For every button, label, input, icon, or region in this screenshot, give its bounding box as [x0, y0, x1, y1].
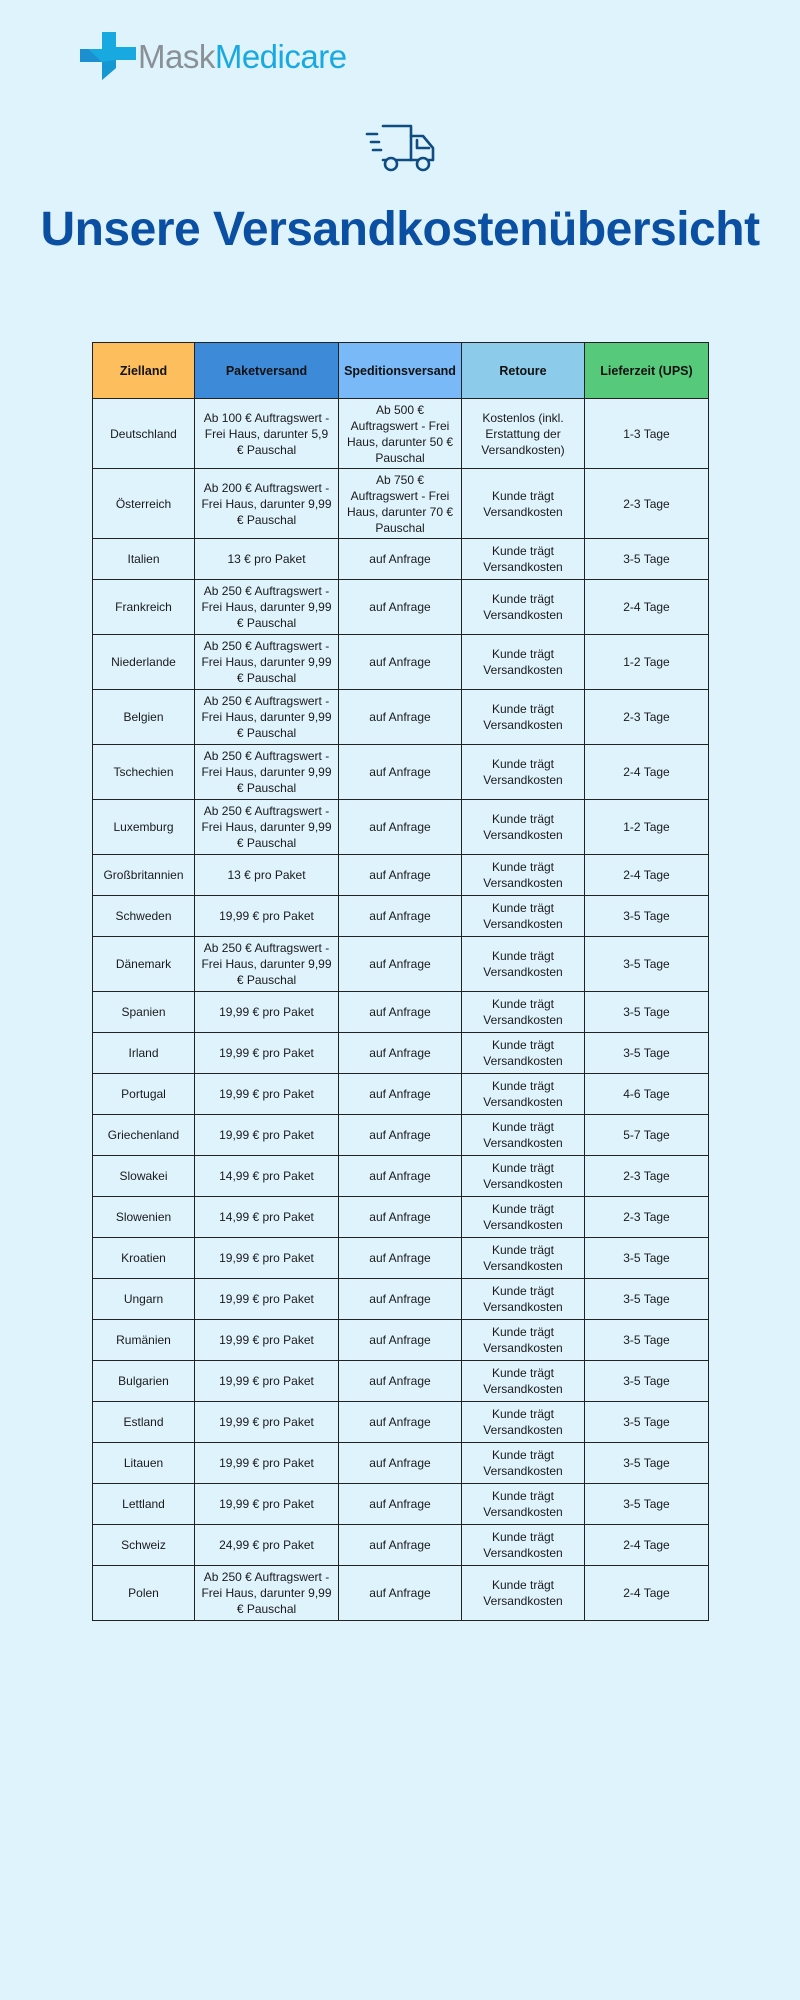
table-cell-package: 14,99 € pro Paket	[195, 1156, 339, 1197]
table-cell-delivery: 2-4 Tage	[585, 855, 709, 896]
table-cell-freight: auf Anfrage	[339, 937, 462, 992]
brand-name	[138, 37, 347, 75]
table-cell-delivery: 3-5 Tage	[585, 937, 709, 992]
table-cell-returns: Kunde trägt Versandkosten	[462, 745, 585, 800]
table-cell-country: Litauen	[93, 1443, 195, 1484]
table-cell-country: Ungarn	[93, 1279, 195, 1320]
table-cell-country: Estland	[93, 1402, 195, 1443]
table-cell-returns: Kunde trägt Versandkosten	[462, 1156, 585, 1197]
table-cell-country: Portugal	[93, 1074, 195, 1115]
table-row	[93, 1115, 709, 1156]
table-cell-package: Ab 250 € Auftragswert - Frei Haus, darunter 9,99 € Pauschal	[195, 580, 339, 635]
table-cell-returns: Kunde trägt Versandkosten	[462, 1279, 585, 1320]
shipping-cost-table	[92, 342, 709, 1621]
table-cell-freight: auf Anfrage	[339, 800, 462, 855]
table-cell-freight: auf Anfrage	[339, 1320, 462, 1361]
table-cell-package: 19,99 € pro Paket	[195, 1361, 339, 1402]
header-returns: Retoure	[462, 343, 585, 399]
table-cell-returns: Kunde trägt Versandkosten	[462, 1484, 585, 1525]
table-row	[93, 1402, 709, 1443]
table-cell-returns: Kunde trägt Versandkosten	[462, 1238, 585, 1279]
table-row	[93, 1525, 709, 1566]
table-cell-delivery: 3-5 Tage	[585, 992, 709, 1033]
table-cell-country: Slowenien	[93, 1197, 195, 1238]
table-cell-package: 19,99 € pro Paket	[195, 1402, 339, 1443]
table-cell-freight: auf Anfrage	[339, 896, 462, 937]
table-cell-country: Schweiz	[93, 1525, 195, 1566]
table-cell-country: Rumänien	[93, 1320, 195, 1361]
table-cell-country: Kroatien	[93, 1238, 195, 1279]
table-cell-country: Luxemburg	[93, 800, 195, 855]
table-row	[93, 1238, 709, 1279]
table-cell-returns: Kunde trägt Versandkosten	[462, 1074, 585, 1115]
table-cell-returns: Kunde trägt Versandkosten	[462, 1361, 585, 1402]
header-destination: Zielland	[93, 343, 195, 399]
table-cell-delivery: 3-5 Tage	[585, 1320, 709, 1361]
table-cell-returns: Kunde trägt Versandkosten	[462, 1566, 585, 1621]
table-cell-delivery: 3-5 Tage	[585, 1033, 709, 1074]
table-cell-delivery: 4-6 Tage	[585, 1074, 709, 1115]
table-cell-freight: Ab 750 € Auftragswert - Frei Haus, darunter 70 € Pauschal	[339, 469, 462, 539]
table-cell-country: Italien	[93, 539, 195, 580]
table-row	[93, 1156, 709, 1197]
table-row	[93, 1279, 709, 1320]
table-cell-freight: auf Anfrage	[339, 1033, 462, 1074]
table-cell-returns: Kunde trägt Versandkosten	[462, 937, 585, 992]
table-cell-returns: Kunde trägt Versandkosten	[462, 855, 585, 896]
table-cell-package: 24,99 € pro Paket	[195, 1525, 339, 1566]
table-header-row	[93, 343, 709, 399]
table-cell-package: 19,99 € pro Paket	[195, 1443, 339, 1484]
table-row	[93, 469, 709, 539]
table-cell-package: 13 € pro Paket	[195, 539, 339, 580]
table-cell-country: Schweden	[93, 896, 195, 937]
brand-name-part1: Mask	[138, 37, 215, 75]
table-row	[93, 1443, 709, 1484]
table-cell-package: 19,99 € pro Paket	[195, 1033, 339, 1074]
table-cell-country: Niederlande	[93, 635, 195, 690]
table-row	[93, 1074, 709, 1115]
table-cell-freight: auf Anfrage	[339, 1402, 462, 1443]
table-cell-package: 19,99 € pro Paket	[195, 1115, 339, 1156]
table-cell-freight: auf Anfrage	[339, 855, 462, 896]
table-cell-country: Lettland	[93, 1484, 195, 1525]
table-cell-freight: auf Anfrage	[339, 1279, 462, 1320]
table-row	[93, 399, 709, 469]
table-cell-returns: Kunde trägt Versandkosten	[462, 1320, 585, 1361]
page-title: Unsere Versandkostenübersicht	[40, 203, 760, 256]
table-row	[93, 635, 709, 690]
table-cell-delivery: 2-4 Tage	[585, 1566, 709, 1621]
table-row	[93, 745, 709, 800]
table-row	[93, 855, 709, 896]
table-cell-returns: Kunde trägt Versandkosten	[462, 1197, 585, 1238]
table-cell-package: 19,99 € pro Paket	[195, 1074, 339, 1115]
table-cell-delivery: 2-3 Tage	[585, 469, 709, 539]
table-cell-delivery: 1-2 Tage	[585, 800, 709, 855]
table-cell-country: Irland	[93, 1033, 195, 1074]
table-row	[93, 800, 709, 855]
table-cell-package: Ab 250 € Auftragswert - Frei Haus, darunter 9,99 € Pauschal	[195, 690, 339, 745]
table-cell-returns: Kunde trägt Versandkosten	[462, 1443, 585, 1484]
table-cell-returns: Kunde trägt Versandkosten	[462, 1402, 585, 1443]
table-row	[93, 1320, 709, 1361]
table-cell-returns: Kunde trägt Versandkosten	[462, 635, 585, 690]
table-cell-package: Ab 250 € Auftragswert - Frei Haus, darunter 9,99 € Pauschal	[195, 745, 339, 800]
table-cell-returns: Kunde trägt Versandkosten	[462, 1115, 585, 1156]
brand-logo[interactable]	[80, 32, 347, 80]
table-cell-returns: Kunde trägt Versandkosten	[462, 800, 585, 855]
table-cell-delivery: 3-5 Tage	[585, 1238, 709, 1279]
table-cell-freight: auf Anfrage	[339, 1443, 462, 1484]
table-cell-delivery: 2-4 Tage	[585, 1525, 709, 1566]
table-cell-package: Ab 250 € Auftragswert - Frei Haus, darunter 9,99 € Pauschal	[195, 800, 339, 855]
table-cell-package: 19,99 € pro Paket	[195, 1238, 339, 1279]
table-cell-country: Österreich	[93, 469, 195, 539]
table-cell-delivery: 3-5 Tage	[585, 1402, 709, 1443]
table-cell-package: 19,99 € pro Paket	[195, 1279, 339, 1320]
table-row	[93, 1197, 709, 1238]
table-cell-package: Ab 100 € Auftragswert - Frei Haus, darunter 5,9 € Pauschal	[195, 399, 339, 469]
header-package: Paketversand	[195, 343, 339, 399]
table-cell-package: Ab 200 € Auftragswert - Frei Haus, darunter 9,99 € Pauschal	[195, 469, 339, 539]
table-cell-freight: auf Anfrage	[339, 1525, 462, 1566]
table-row	[93, 580, 709, 635]
table-cell-package: Ab 250 € Auftragswert - Frei Haus, darunter 9,99 € Pauschal	[195, 937, 339, 992]
table-cell-delivery: 3-5 Tage	[585, 896, 709, 937]
table-cell-delivery: 3-5 Tage	[585, 1484, 709, 1525]
medical-cross-logo-icon	[80, 32, 136, 80]
table-row	[93, 690, 709, 745]
table-cell-delivery: 3-5 Tage	[585, 1279, 709, 1320]
table-cell-freight: auf Anfrage	[339, 580, 462, 635]
table-cell-freight: auf Anfrage	[339, 1115, 462, 1156]
table-cell-freight: auf Anfrage	[339, 1197, 462, 1238]
table-cell-country: Bulgarien	[93, 1361, 195, 1402]
table-cell-delivery: 2-3 Tage	[585, 690, 709, 745]
table-row	[93, 937, 709, 992]
table-cell-delivery: 3-5 Tage	[585, 539, 709, 580]
table-row	[93, 896, 709, 937]
table-cell-freight: auf Anfrage	[339, 1156, 462, 1197]
table-cell-package: 19,99 € pro Paket	[195, 992, 339, 1033]
table-cell-returns: Kunde trägt Versandkosten	[462, 580, 585, 635]
table-cell-freight: Ab 500 € Auftragswert - Frei Haus, darunter 50 € Pauschal	[339, 399, 462, 469]
table-cell-country: Polen	[93, 1566, 195, 1621]
table-cell-freight: auf Anfrage	[339, 1566, 462, 1621]
delivery-truck-icon	[365, 122, 437, 174]
table-cell-package: 19,99 € pro Paket	[195, 896, 339, 937]
table-cell-freight: auf Anfrage	[339, 1484, 462, 1525]
table-cell-country: Dänemark	[93, 937, 195, 992]
table-row	[93, 1484, 709, 1525]
header-delivery-time: Lieferzeit (UPS)	[585, 343, 709, 399]
table-cell-freight: auf Anfrage	[339, 1074, 462, 1115]
table-cell-delivery: 1-2 Tage	[585, 635, 709, 690]
table-cell-returns: Kunde trägt Versandkosten	[462, 539, 585, 580]
table-row	[93, 1361, 709, 1402]
table-cell-country: Frankreich	[93, 580, 195, 635]
table-cell-freight: auf Anfrage	[339, 1238, 462, 1279]
table-cell-returns: Kunde trägt Versandkosten	[462, 1033, 585, 1074]
table-cell-package: 19,99 € pro Paket	[195, 1484, 339, 1525]
table-cell-delivery: 2-3 Tage	[585, 1197, 709, 1238]
table-cell-delivery: 2-4 Tage	[585, 580, 709, 635]
brand-name-part2: Medicare	[214, 37, 347, 75]
table-cell-package: 14,99 € pro Paket	[195, 1197, 339, 1238]
table-cell-delivery: 2-3 Tage	[585, 1156, 709, 1197]
table-cell-returns: Kunde trägt Versandkosten	[462, 1525, 585, 1566]
table-cell-delivery: 3-5 Tage	[585, 1443, 709, 1484]
table-cell-freight: auf Anfrage	[339, 992, 462, 1033]
header-freight: Speditionsversand	[339, 343, 462, 399]
table-cell-returns: Kunde trägt Versandkosten	[462, 690, 585, 745]
table-cell-delivery: 5-7 Tage	[585, 1115, 709, 1156]
table-cell-delivery: 1-3 Tage	[585, 399, 709, 469]
table-cell-package: Ab 250 € Auftragswert - Frei Haus, darunter 9,99 € Pauschal	[195, 635, 339, 690]
table-cell-country: Slowakei	[93, 1156, 195, 1197]
table-cell-package: Ab 250 € Auftragswert - Frei Haus, darunter 9,99 € Pauschal	[195, 1566, 339, 1621]
table-row	[93, 992, 709, 1033]
table-row	[93, 1033, 709, 1074]
table-cell-delivery: 2-4 Tage	[585, 745, 709, 800]
table-row	[93, 539, 709, 580]
table-cell-package: 19,99 € pro Paket	[195, 1320, 339, 1361]
table-row	[93, 1566, 709, 1621]
table-cell-freight: auf Anfrage	[339, 690, 462, 745]
table-cell-country: Spanien	[93, 992, 195, 1033]
table-cell-freight: auf Anfrage	[339, 1361, 462, 1402]
table-cell-package: 13 € pro Paket	[195, 855, 339, 896]
table-cell-freight: auf Anfrage	[339, 745, 462, 800]
table-cell-freight: auf Anfrage	[339, 635, 462, 690]
table-cell-delivery: 3-5 Tage	[585, 1361, 709, 1402]
table-cell-country: Tschechien	[93, 745, 195, 800]
table-cell-country: Großbritannien	[93, 855, 195, 896]
table-cell-country: Griechenland	[93, 1115, 195, 1156]
table-cell-country: Belgien	[93, 690, 195, 745]
table-cell-returns: Kunde trägt Versandkosten	[462, 992, 585, 1033]
table-cell-returns: Kostenlos (inkl. Erstattung der Versandkosten)	[462, 399, 585, 469]
table-cell-returns: Kunde trägt Versandkosten	[462, 896, 585, 937]
table-cell-country: Deutschland	[93, 399, 195, 469]
table-cell-returns: Kunde trägt Versandkosten	[462, 469, 585, 539]
table-cell-freight: auf Anfrage	[339, 539, 462, 580]
